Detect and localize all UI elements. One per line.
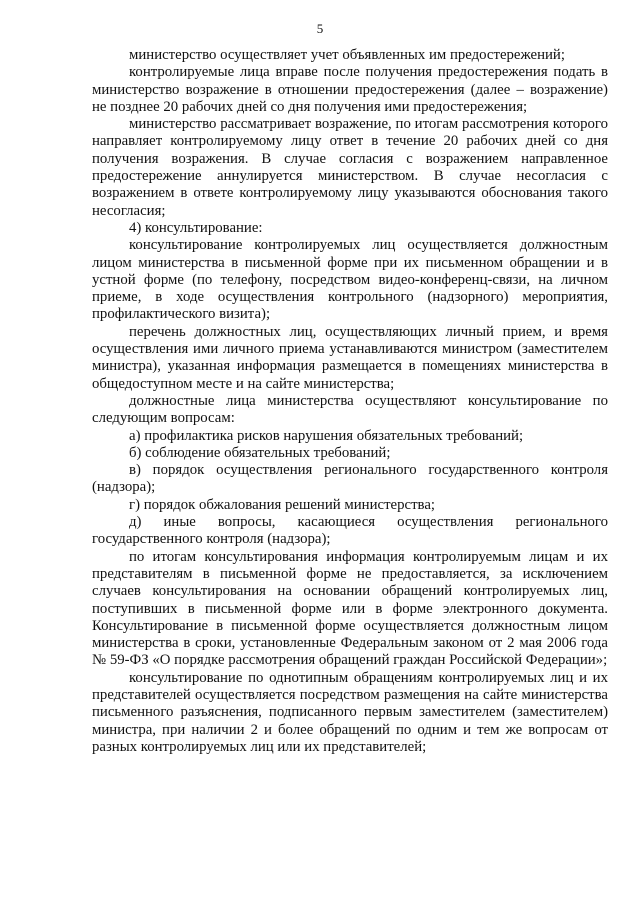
- list-item-e: д) иные вопросы, касающиеся осуществления регионального государственного контроля (надзора);: [92, 514, 608, 548]
- paragraph-consulting-heading: 4) консультирование:: [129, 219, 263, 236]
- list-item-a: а) профилактика рисков нарушения обязательных требований;: [129, 427, 524, 444]
- paragraph-consulting-topics: должностные лица министерства осуществляют консультирование по следующим вопросам:: [92, 392, 608, 427]
- paragraph-objection-right: контролируемые лица вправе после получения предостережения подать в министерство возражение в отношении предостережения (далее – возражение) не позднее 20 рабочих дней со дня получения ими предостережения;: [92, 64, 608, 115]
- document-body: [92, 47, 608, 756]
- paragraph-objection-review: министерство рассматривает возражение, по итогам рассмотрения которого направляет контролируемому лицу ответ в течение 20 рабочих дней со дня получения возражения. В случае согласия с возражением направленное предостережение аннулируется министерством. В случае несогласия с возражением в ответе контролируемому лицу указываются обоснования такого несогласия;: [92, 116, 608, 219]
- paragraph-similar-requests: консультирование по однотипным обращениям контролируемых лиц и их представителей осуществляется посредством размещения на сайте министерства письменного разъяснения, подписанного первым заместителем (заместителем) министра, при наличии 2 и более обращений по одним и тем же вопросам от разных контролируемых лиц или их представителей;: [92, 669, 608, 755]
- page-number: 5: [316, 21, 324, 36]
- paragraph-warnings-record: министерство осуществляет учет объявленных им предостережений;: [129, 47, 565, 63]
- paragraph-reception-schedule: перечень должностных лиц, осуществляющих личный прием, и время осуществления ими личного приема устанавливаются министром (заместителем министра), указанная информация размещается в помещениях министерства в общедоступном месте и на сайте министерства;: [92, 323, 608, 392]
- list-item-d: г) порядок обжалования решений министерства;: [129, 496, 436, 513]
- paragraph-consulting-forms: консультирование контролируемых лиц осуществляется должностным лицом министерства в письменной форме при их письменном обращении и в устной форме (по телефону, посредством видео-конференц-связи, на личном приеме, в ходе осуществления контрольного (надзорного) мероприятия, профилактического визита);: [92, 237, 608, 323]
- list-item-b: б) соблюдение обязательных требований;: [129, 444, 391, 461]
- list-item-c: в) порядок осуществления регионального государственного контроля (надзора);: [92, 462, 608, 496]
- paragraph-written-consulting: по итогам консультирования информация контролируемым лицам и их представителям в письменной форме не предоставляется, за исключением случаев консультирования на основании обращений контролируемых лиц, поступивших в письменной форме или в форме электронного документа. Консультирование в письменной форме осуществляется должностным лицом министерства в сроки, установленные Федеральным законом от 2 мая 2006 года № 59-ФЗ «О порядке рассмотрения обращений граждан Российской Федерации»;: [92, 548, 608, 669]
